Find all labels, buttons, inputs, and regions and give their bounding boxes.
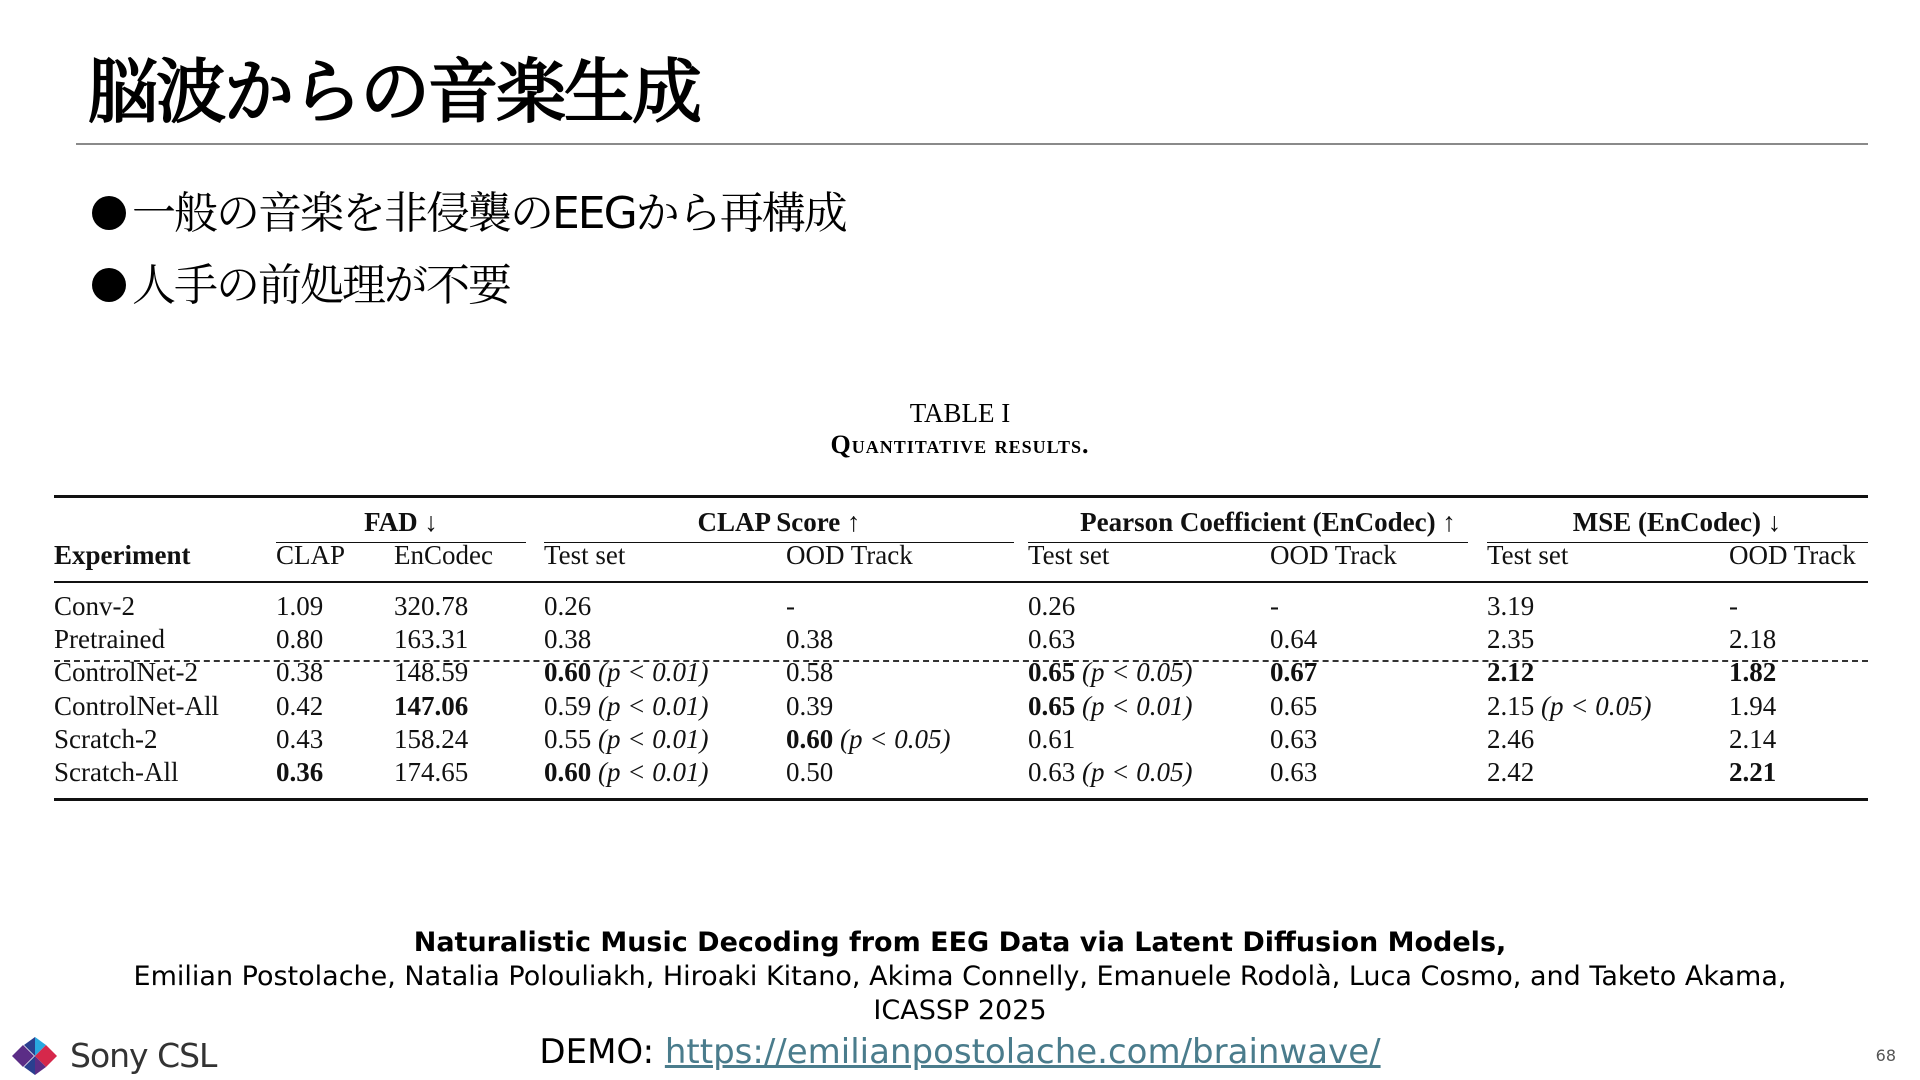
cell-value: 0.39 xyxy=(786,691,834,721)
demo-label: DEMO: xyxy=(539,1032,665,1072)
table-cell xyxy=(1270,724,1317,755)
table-cell xyxy=(394,591,468,622)
table-row xyxy=(54,657,1868,690)
col-header-experiment: Experiment xyxy=(54,540,191,570)
cell-value: 0.80 xyxy=(276,624,324,654)
cell-value: 147.06 xyxy=(394,691,469,721)
table-cell xyxy=(544,691,708,722)
table-cell xyxy=(276,624,323,655)
cell-value: 0.65 xyxy=(1028,691,1076,721)
cell-value: 0.59 xyxy=(544,691,592,721)
cell-p-value: (p < 0.01) xyxy=(591,724,709,754)
col-header-pearson-ood: OOD Track xyxy=(1270,540,1397,570)
cell-value: 0.63 xyxy=(1270,757,1318,787)
cell-value: 174.65 xyxy=(394,757,469,787)
cell-experiment: Conv-2 xyxy=(54,591,135,621)
cell-value: 0.67 xyxy=(1270,657,1318,687)
cell-value: 0.63 xyxy=(1270,724,1318,754)
cell-value: 320.78 xyxy=(394,591,469,621)
cell-value: 0.60 xyxy=(786,724,834,754)
table-cell xyxy=(544,624,591,655)
table-cell xyxy=(1487,591,1534,622)
cell-value: 0.42 xyxy=(276,691,324,721)
table-cell xyxy=(1270,691,1317,722)
table-row xyxy=(54,757,1868,790)
table-cell xyxy=(1729,624,1776,655)
table-caption-number: TABLE I xyxy=(909,398,1011,428)
cell-value: 0.61 xyxy=(1028,724,1076,754)
table-cell xyxy=(394,724,468,755)
cell-value: 2.12 xyxy=(1487,657,1535,687)
table-cell xyxy=(544,591,591,622)
bullet-dot-icon xyxy=(92,196,126,230)
demo-link[interactable]: https://emilianpostolache.com/brainwave/ xyxy=(664,1032,1381,1072)
table-cell xyxy=(276,591,323,622)
cell-value: 1.82 xyxy=(1729,657,1777,687)
table-cell xyxy=(1028,691,1192,722)
cell-value: 2.35 xyxy=(1487,624,1535,654)
table-cell xyxy=(394,624,468,655)
cell-value: 1.09 xyxy=(276,591,324,621)
cell-value: 0.63 xyxy=(1028,757,1076,787)
table-cell xyxy=(394,691,468,722)
table-row xyxy=(54,691,1868,724)
cell-value: 1.94 xyxy=(1729,691,1777,721)
table-cell xyxy=(394,657,468,688)
table-cell xyxy=(1729,657,1776,688)
cell-value: 2.46 xyxy=(1487,724,1535,754)
reference-venue: ICASSP 2025 xyxy=(873,995,1047,1026)
cell-value: 0.38 xyxy=(544,624,592,654)
reference-authors: Emilian Postolache, Natalia Polouliakh, Hiroaki Kitano, Akima Connelly, Emanuele Rodolà, Luca Cosmo, and Taketo Akama, xyxy=(133,961,1787,992)
cell-value: 2.15 xyxy=(1487,691,1535,721)
cell-p-value: (p < 0.01) xyxy=(591,757,709,787)
cell-value: 0.26 xyxy=(1028,591,1076,621)
bullet-item: 一般の音楽を非侵襲のEEGから再構成 xyxy=(92,178,846,250)
cell-p-value: (p < 0.01) xyxy=(591,691,709,721)
title-divider xyxy=(76,143,1868,145)
cell-value: 0.43 xyxy=(276,724,324,754)
table-cell xyxy=(276,657,323,688)
cell-value: 0.38 xyxy=(276,657,324,687)
cell-experiment: Pretrained xyxy=(54,624,165,654)
reference-title: Naturalistic Music Decoding from EEG Data via Latent Diffusion Models, xyxy=(413,927,1507,958)
table-cell xyxy=(276,724,323,755)
cell-value: 2.14 xyxy=(1729,724,1777,754)
table-cell xyxy=(786,757,833,788)
col-header-clap-ood: OOD Track xyxy=(786,540,913,570)
col-header-mse-test: Test set xyxy=(1487,540,1569,570)
cell-p-value: (p < 0.01) xyxy=(1075,691,1193,721)
table-cell xyxy=(1028,591,1075,622)
table-caption-title: Quantitative results. xyxy=(830,430,1090,459)
cell-experiment: ControlNet-All xyxy=(54,691,219,721)
table-row xyxy=(54,624,1868,657)
table-cell xyxy=(1028,624,1075,655)
cell-value: 148.59 xyxy=(394,657,469,687)
table-cell xyxy=(544,757,708,788)
cell-value: 0.26 xyxy=(544,591,592,621)
sony-csl-logo xyxy=(12,1036,216,1075)
table-cell xyxy=(1487,757,1534,788)
table-header-rule xyxy=(54,581,1868,583)
table-cell xyxy=(1487,624,1534,655)
cell-value: - xyxy=(1270,591,1279,621)
bullet-list xyxy=(92,178,846,322)
cell-value: 0.60 xyxy=(544,757,592,787)
table-cell xyxy=(1028,757,1192,788)
cell-value: 2.42 xyxy=(1487,757,1535,787)
cell-value: 3.19 xyxy=(1487,591,1535,621)
demo-line xyxy=(0,1030,1920,1074)
table-cell xyxy=(1270,657,1317,688)
table-cell xyxy=(276,691,323,722)
group-header-clap: CLAP Score ↑ xyxy=(697,507,861,537)
cell-p-value: (p < 0.01) xyxy=(591,657,709,687)
cell-p-value: (p < 0.05) xyxy=(833,724,951,754)
table-caption xyxy=(0,396,1920,460)
cell-value: 0.64 xyxy=(1270,624,1318,654)
cell-value: 0.58 xyxy=(786,657,834,687)
cell-p-value: (p < 0.05) xyxy=(1534,691,1652,721)
table-cell xyxy=(786,591,795,622)
page-number: 68 xyxy=(1875,1046,1896,1065)
table-cell xyxy=(276,757,323,788)
cell-p-value: (p < 0.05) xyxy=(1075,657,1193,687)
table-cell xyxy=(786,657,833,688)
table-cell xyxy=(1270,624,1317,655)
group-header-mse: MSE (EnCodec) ↓ xyxy=(1572,507,1782,537)
group-header-fad: FAD ↓ xyxy=(364,507,438,537)
slide-title: 脳波からの音楽生成 xyxy=(88,51,700,133)
cell-p-value: (p < 0.05) xyxy=(1075,757,1193,787)
cell-value: 0.63 xyxy=(1028,624,1076,654)
cell-value: 163.31 xyxy=(394,624,469,654)
table-cell xyxy=(786,624,833,655)
table-cell xyxy=(1729,691,1776,722)
table-cell xyxy=(544,724,708,755)
cell-value: 0.36 xyxy=(276,757,324,787)
cell-experiment: Scratch-2 xyxy=(54,724,158,754)
cell-value: 0.60 xyxy=(544,657,592,687)
cell-value: - xyxy=(1729,591,1738,621)
table-cell xyxy=(1729,757,1776,788)
table-top-rule xyxy=(54,495,1868,498)
table-cell xyxy=(786,724,950,755)
cell-value: 158.24 xyxy=(394,724,469,754)
table-cell xyxy=(544,657,708,688)
cell-value: 0.38 xyxy=(786,624,834,654)
table-row xyxy=(54,591,1868,624)
cell-value: 0.55 xyxy=(544,724,592,754)
cell-value: 0.65 xyxy=(1028,657,1076,687)
table-bottom-rule xyxy=(54,798,1868,801)
table-cell xyxy=(1487,724,1534,755)
logo-text: Sony CSL xyxy=(70,1036,217,1075)
cell-value: 2.18 xyxy=(1729,624,1777,654)
bullet-dot-icon xyxy=(92,268,126,302)
cell-value: 0.50 xyxy=(786,757,834,787)
bullet-item: 人手の前処理が不要 xyxy=(92,250,846,322)
sony-csl-logo-icon xyxy=(12,1037,58,1075)
table-cell xyxy=(1487,691,1651,722)
group-header-pearson: Pearson Coefficient (EnCodec) ↑ xyxy=(1080,507,1456,537)
col-header-fad-clap: CLAP xyxy=(276,540,346,570)
col-header-mse-ood: OOD Track xyxy=(1729,540,1856,570)
col-header-fad-encodec: EnCodec xyxy=(394,540,493,570)
table-row xyxy=(54,724,1868,757)
cell-value: - xyxy=(786,591,795,621)
table-cell xyxy=(1729,724,1776,755)
col-header-pearson-test: Test set xyxy=(1028,540,1110,570)
table-cell xyxy=(1729,591,1738,622)
cell-value: 0.65 xyxy=(1270,691,1318,721)
table-cell xyxy=(786,691,833,722)
col-header-clap-test: Test set xyxy=(544,540,626,570)
table-cell xyxy=(1028,657,1192,688)
table-cell xyxy=(1487,657,1534,688)
cell-value: 2.21 xyxy=(1729,757,1777,787)
cell-experiment: Scratch-All xyxy=(54,757,179,787)
table-cell xyxy=(1270,757,1317,788)
cell-experiment: ControlNet-2 xyxy=(54,657,198,687)
table-cell xyxy=(1028,724,1075,755)
table-cell xyxy=(1270,591,1279,622)
table-cell xyxy=(394,757,468,788)
results-table xyxy=(54,495,1868,803)
